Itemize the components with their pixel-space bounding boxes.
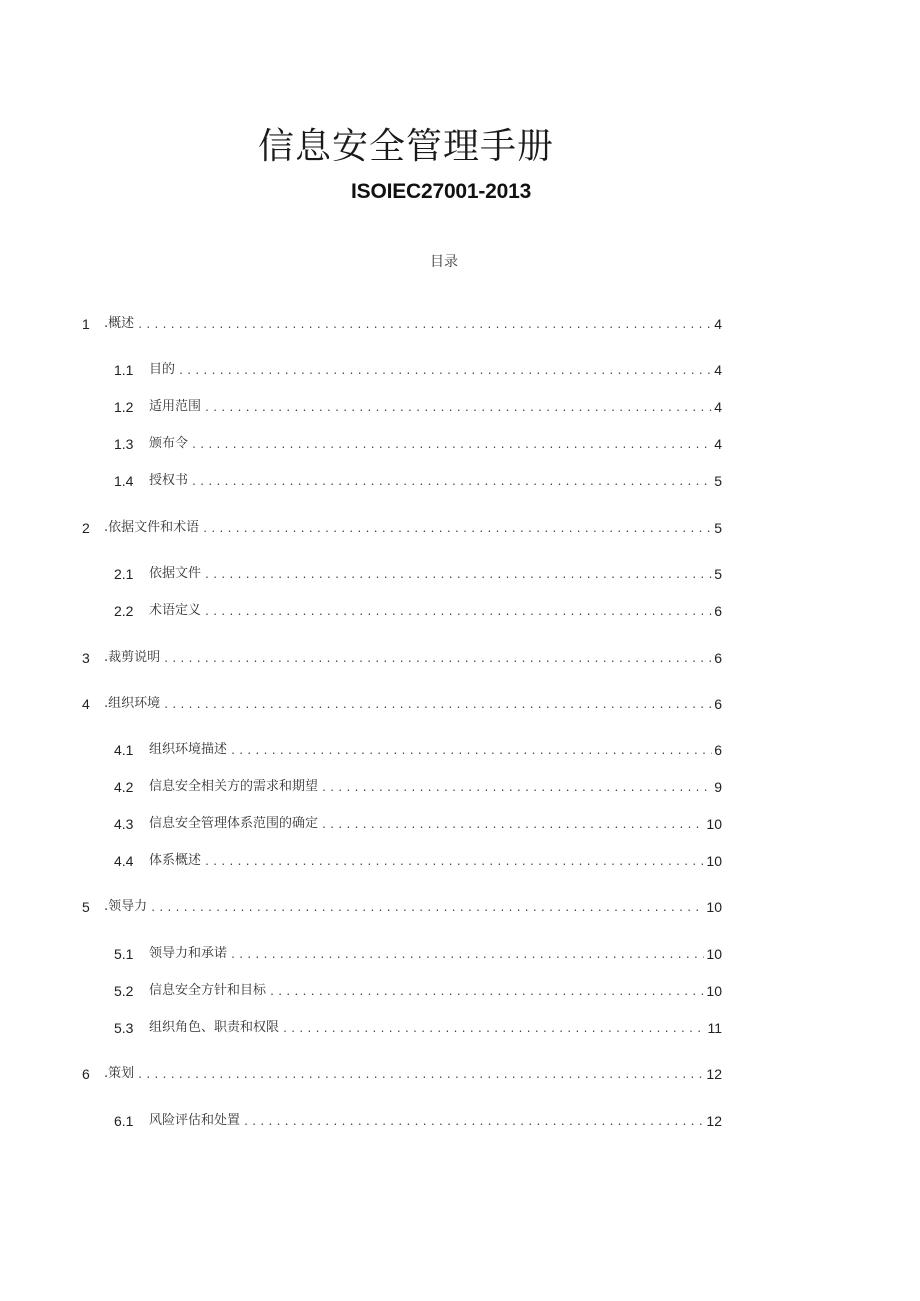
toc-entry[interactable] [114,851,722,871]
toc-entry[interactable] [114,397,722,417]
toc-entry-page: 10 [706,899,722,915]
toc-entry[interactable] [114,814,722,834]
toc-entry-number: 1.3 [114,436,134,452]
toc-dot-leader [204,566,712,584]
toc-entry[interactable] [82,1064,722,1084]
toc-entry-page: 6 [714,650,722,666]
toc-dot-leader [230,742,712,760]
toc-entry-number: 5 [82,899,90,915]
toc-entry-number: 1.2 [114,399,134,415]
toc-entry-label: 领导力和承诺 [149,946,228,961]
toc-entry-label: 适用范围 [149,399,202,414]
toc-entry-label: .概述 [104,316,135,331]
toc-entry-label: 风险评估和处置 [149,1113,241,1128]
toc-entry-label: .裁剪说明 [104,650,161,665]
toc-entry-label: .依据文件和术语 [104,520,200,535]
toc-dot-leader [163,650,712,668]
document-title: 信息安全管理手册 [258,126,555,167]
toc-dot-leader [163,696,712,714]
toc-entry-page: 10 [706,983,722,999]
toc-entry[interactable] [114,981,722,1001]
toc-entry-label: 术语定义 [149,603,202,618]
toc-dot-leader [137,1066,704,1084]
toc-entry-page: 5 [714,520,722,536]
toc-dot-leader [321,779,712,797]
toc-dot-leader [321,816,704,834]
toc-entry-page: 5 [714,473,722,489]
toc-dot-leader [178,362,712,380]
toc-entry-label: .组织环境 [104,696,161,711]
toc-dot-leader [191,473,712,491]
toc-entry[interactable] [114,360,722,380]
toc-entry-page: 5 [714,566,722,582]
toc-entry-number: 4.4 [114,853,134,869]
toc-entry-number: 1 [82,316,90,332]
toc-entry-page: 11 [707,1020,722,1036]
toc-entry-page: 4 [714,316,722,332]
toc-entry-label: 授权书 [149,473,189,488]
toc-dot-leader [191,436,712,454]
toc-entry-label: 体系概述 [149,853,202,868]
toc-entry[interactable] [114,777,722,797]
toc-entry-page: 10 [706,853,722,869]
toc-entry-page: 6 [714,603,722,619]
toc-entry-label: .领导力 [104,899,148,914]
toc-dot-leader [202,520,712,538]
toc-entry-number: 4.2 [114,779,134,795]
toc-entry[interactable] [114,434,722,454]
toc-dot-leader [150,899,704,917]
toc-dot-leader [282,1020,705,1038]
toc-entry[interactable] [82,314,722,334]
toc-entry-page: 4 [714,399,722,415]
toc-entry-page: 6 [714,696,722,712]
toc-entry[interactable] [114,471,722,491]
toc-dot-leader [204,399,712,417]
toc-entry-page: 4 [714,362,722,378]
toc-entry-page: 6 [714,742,722,758]
toc-entry[interactable] [114,740,722,760]
toc-entry-label: 信息安全方针和目标 [149,983,267,998]
toc-entry[interactable] [114,1018,722,1038]
toc-entry-number: 1.1 [114,362,134,378]
toc-dot-leader [204,603,712,621]
toc-entry-label: 组织角色、职责和权限 [149,1020,280,1035]
toc-entry[interactable] [114,1111,722,1131]
toc-entry-page: 9 [714,779,722,795]
toc-dot-leader [230,946,704,964]
toc-dot-leader [243,1113,704,1131]
toc-entry-number: 3 [82,650,90,666]
toc-entry-number: 6.1 [114,1113,134,1129]
toc-entry[interactable] [82,694,722,714]
toc-entry-label: 信息安全相关方的需求和期望 [149,779,319,794]
toc-entry-page: 12 [706,1113,722,1129]
toc-dot-leader [204,853,704,871]
toc-entry-page: 12 [706,1066,722,1082]
toc-entry-label: 目的 [149,362,176,377]
toc-entry[interactable] [82,648,722,668]
toc-entry-label: 信息安全管理体系范围的确定 [149,816,319,831]
toc-entry-label: .策划 [104,1066,135,1081]
toc-entry[interactable] [114,601,722,621]
toc-entry-number: 1.4 [114,473,134,489]
toc-entry-number: 4.1 [114,742,134,758]
toc-entry[interactable] [114,944,722,964]
toc-entry-number: 2 [82,520,90,536]
document-subtitle: ISOIEC27001-2013 [351,180,532,203]
toc-dot-leader [137,316,712,334]
toc-entry-label: 颁布令 [149,436,189,451]
toc-entry-number: 5.2 [114,983,134,999]
toc-entry-number: 6 [82,1066,90,1082]
toc-entry-number: 2.1 [114,566,134,582]
toc-entry[interactable] [82,897,722,917]
toc-entry[interactable] [82,518,722,538]
toc-entry-page: 4 [714,436,722,452]
toc-entry-page: 10 [706,816,722,832]
toc-entry[interactable] [114,564,722,584]
toc-entry-page: 10 [706,946,722,962]
toc-entry-number: 5.3 [114,1020,134,1036]
toc-entry-label: 依据文件 [149,566,202,581]
toc-entry-number: 4 [82,696,90,712]
toc-entry-label: 组织环境描述 [149,742,228,757]
toc-entry-number: 2.2 [114,603,134,619]
toc-heading: 目录 [430,254,458,270]
toc-dot-leader [269,983,704,1001]
toc-entry-number: 4.3 [114,816,134,832]
toc-entry-number: 5.1 [114,946,134,962]
